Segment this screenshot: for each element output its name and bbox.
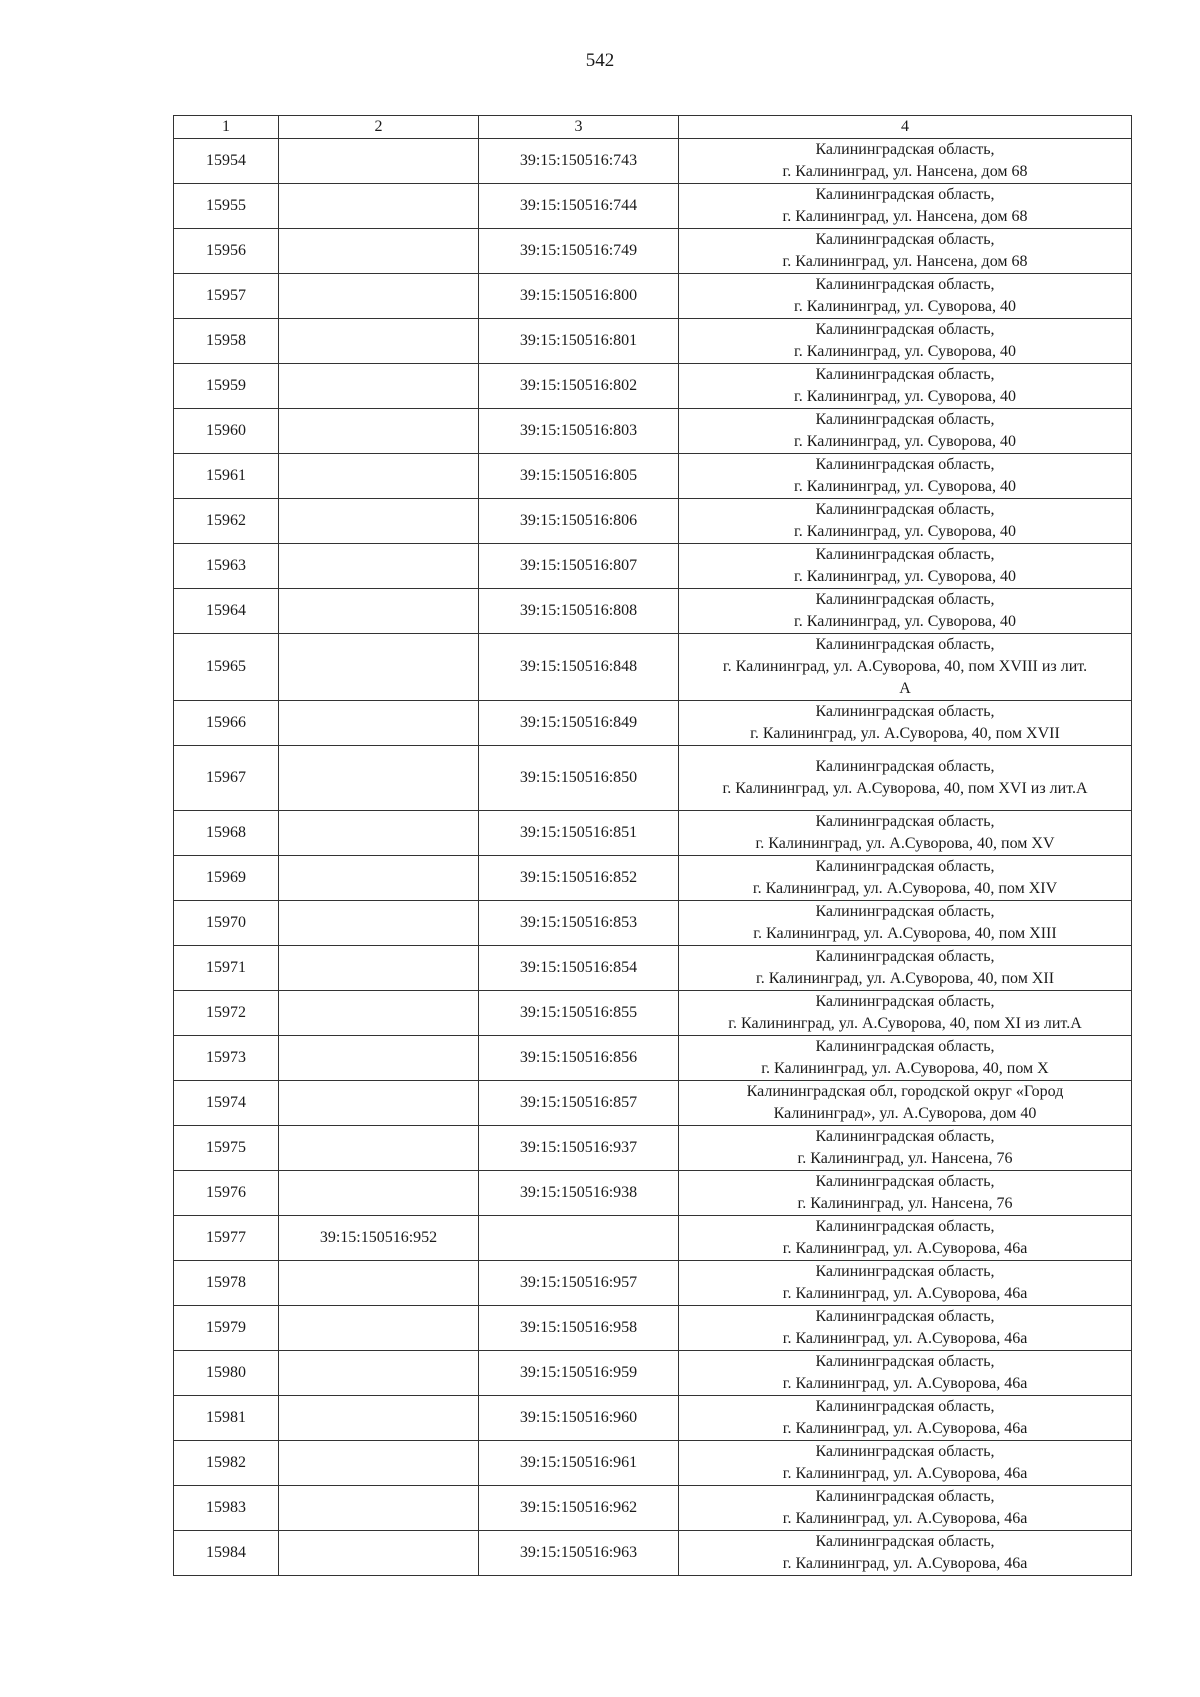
- row-number-cell: 15982: [174, 1441, 279, 1486]
- table-row: [174, 901, 1132, 946]
- table-row: [174, 139, 1132, 184]
- address-line: Калининградская область,: [815, 1263, 995, 1280]
- address-cell: [679, 1306, 1132, 1351]
- row-number-cell: 15964: [174, 589, 279, 634]
- row-number-cell: 15976: [174, 1171, 279, 1216]
- table-row: [174, 1126, 1132, 1171]
- address-line: г. Калининград, ул. Суворова, 40: [794, 478, 1016, 495]
- column-2-cell: [279, 991, 479, 1036]
- column-2-cell: [279, 634, 479, 701]
- cadastral-number-cell: 39:15:150516:848: [479, 634, 679, 701]
- column-2-cell: [279, 1036, 479, 1081]
- cadastral-number-cell: 39:15:150516:852: [479, 856, 679, 901]
- address-line: г. Калининград, ул. А.Суворова, 46а: [782, 1240, 1028, 1257]
- address-line: г. Калининград, ул. Суворова, 40: [794, 433, 1016, 450]
- column-2-cell: [279, 409, 479, 454]
- cadastral-number-cell: 39:15:150516:808: [479, 589, 679, 634]
- column-number-2: 2: [279, 116, 479, 139]
- table-row: [174, 589, 1132, 634]
- column-2-cell: [279, 229, 479, 274]
- column-2-cell: [279, 274, 479, 319]
- address-line: Калининградская область,: [815, 636, 995, 653]
- cadastral-number-cell: 39:15:150516:960: [479, 1396, 679, 1441]
- address-cell: [679, 1126, 1132, 1171]
- address-line: г. Калининград, ул. А.Суворова, 40, пом XIV: [752, 880, 1058, 897]
- address-line: г. Калининград, ул. А.Суворова, 46а: [782, 1510, 1028, 1527]
- column-2-cell: [279, 1261, 479, 1306]
- address-cell: [679, 1351, 1132, 1396]
- address-line: Калининградская область,: [815, 1533, 995, 1550]
- address-cell: [679, 901, 1132, 946]
- address-line: Калининградская область,: [815, 948, 995, 965]
- address-line: Калининградская область,: [815, 703, 995, 720]
- table-row: [174, 1306, 1132, 1351]
- address-cell: [679, 701, 1132, 746]
- cadastral-number-cell: 39:15:150516:938: [479, 1171, 679, 1216]
- address-line: Калининградская область,: [815, 758, 995, 775]
- address-line: г. Калининград, ул. А.Суворова, 46а: [782, 1420, 1028, 1437]
- cadastral-number-cell: 39:15:150516:802: [479, 364, 679, 409]
- table-row: [174, 1216, 1132, 1261]
- address-line: Калининградская область,: [815, 366, 995, 383]
- table-row: [174, 856, 1132, 901]
- table-row: [174, 229, 1132, 274]
- row-number-cell: 15971: [174, 946, 279, 991]
- column-2-cell: [279, 544, 479, 589]
- address-cell: [679, 1036, 1132, 1081]
- column-2-cell: [279, 1531, 479, 1576]
- row-number-cell: 15978: [174, 1261, 279, 1306]
- cadastral-number-cell: 39:15:150516:743: [479, 139, 679, 184]
- register-table-body: [174, 116, 1132, 1576]
- cadastral-number-cell: 39:15:150516:749: [479, 229, 679, 274]
- row-number-cell: 15973: [174, 1036, 279, 1081]
- address-line: Калининградская область,: [815, 141, 995, 158]
- row-number-cell: 15958: [174, 319, 279, 364]
- row-number-cell: 15956: [174, 229, 279, 274]
- table-row: [174, 1171, 1132, 1216]
- address-line: Калининградская область,: [815, 321, 995, 338]
- row-number-cell: 15983: [174, 1486, 279, 1531]
- table-row: [174, 1036, 1132, 1081]
- row-number-cell: 15977: [174, 1216, 279, 1261]
- table-row: [174, 1351, 1132, 1396]
- address-cell: [679, 319, 1132, 364]
- address-line: г. Калининград, ул. А.Суворова, 46а: [782, 1330, 1028, 1347]
- cadastral-number-cell: 39:15:150516:800: [479, 274, 679, 319]
- address-line: г. Калининград, ул. А.Суворова, 40, пом XV: [755, 835, 1055, 852]
- page-number: 542: [585, 50, 615, 71]
- address-cell: [679, 1081, 1132, 1126]
- row-number-cell: 15959: [174, 364, 279, 409]
- table-row: [174, 1441, 1132, 1486]
- address-line: Калининградская область,: [815, 1443, 995, 1460]
- address-line: г. Калининград, ул. А.Суворова, 46а: [782, 1555, 1028, 1572]
- column-2-cell: [279, 1486, 479, 1531]
- address-line: г. Калининград, ул. А.Суворова, 40, пом XI из лит.А: [728, 1015, 1082, 1032]
- address-line: Калининградская область,: [815, 903, 995, 920]
- table-row: [174, 319, 1132, 364]
- row-number-cell: 15965: [174, 634, 279, 701]
- table-row: [174, 364, 1132, 409]
- address-line: г. Калининград, ул. А.Суворова, 46а: [782, 1465, 1028, 1482]
- column-2-cell: [279, 499, 479, 544]
- address-cell: [679, 274, 1132, 319]
- address-line: г. Калининград, ул. Нансена, 76: [797, 1150, 1013, 1167]
- address-line: Калининградская область,: [815, 858, 995, 875]
- column-2-cell: [279, 589, 479, 634]
- table-row: [174, 499, 1132, 544]
- address-cell: [679, 1486, 1132, 1531]
- cadastral-number-cell: 39:15:150516:857: [479, 1081, 679, 1126]
- column-2-cell: [279, 856, 479, 901]
- table-row: [174, 991, 1132, 1036]
- cadastral-number-cell: 39:15:150516:849: [479, 701, 679, 746]
- table-row: [174, 1081, 1132, 1126]
- row-number-cell: 15967: [174, 746, 279, 811]
- row-number-cell: 15980: [174, 1351, 279, 1396]
- row-number-cell: 15963: [174, 544, 279, 589]
- row-number-cell: 15955: [174, 184, 279, 229]
- column-2-cell: [279, 454, 479, 499]
- row-number-cell: 15962: [174, 499, 279, 544]
- cadastral-number-cell: 39:15:150516:850: [479, 746, 679, 811]
- address-line: г. Калининград, ул. А.Суворова, 40, пом XIII: [753, 925, 1057, 942]
- address-cell: [679, 544, 1132, 589]
- address-line: г. Калининград, ул. А.Суворова, 46а: [782, 1375, 1028, 1392]
- row-number-cell: 15975: [174, 1126, 279, 1171]
- address-cell: [679, 1216, 1132, 1261]
- cadastral-number-cell: 39:15:150516:961: [479, 1441, 679, 1486]
- address-cell: [679, 1531, 1132, 1576]
- column-2-cell: [279, 1126, 479, 1171]
- address-line: Калининградская область,: [815, 591, 995, 608]
- row-number-cell: 15969: [174, 856, 279, 901]
- address-cell: [679, 364, 1132, 409]
- address-line: А: [899, 680, 911, 697]
- table-row: [174, 811, 1132, 856]
- table-row: [174, 634, 1132, 701]
- address-cell: [679, 499, 1132, 544]
- address-line: г. Калининград, ул. Суворова, 40: [794, 523, 1016, 540]
- column-2-cell: [279, 746, 479, 811]
- column-2-cell: [279, 1306, 479, 1351]
- address-cell: [679, 746, 1132, 811]
- column-2-cell: [279, 946, 479, 991]
- column-number-3: 3: [479, 116, 679, 139]
- cadastral-number-cell: 39:15:150516:803: [479, 409, 679, 454]
- column-2-cell: [279, 1441, 479, 1486]
- address-line: г. Калининград, ул. Суворова, 40: [794, 613, 1016, 630]
- address-line: г. Калининград, ул. А.Суворова, 40, пом XVII: [750, 725, 1060, 742]
- address-line: г. Калининград, ул. Нансена, дом 68: [782, 208, 1028, 225]
- address-line: Калининградская область,: [815, 231, 995, 248]
- address-line: Калининградская область,: [815, 1128, 995, 1145]
- address-line: Калининградская область,: [815, 1218, 995, 1235]
- address-line: Калининградская обл, городской округ «Город: [746, 1083, 1064, 1100]
- cadastral-number-cell: 39:15:150516:855: [479, 991, 679, 1036]
- address-line: г. Калининград, ул. Нансена, 76: [797, 1195, 1013, 1212]
- row-number-cell: 15970: [174, 901, 279, 946]
- address-line: г. Калининград, ул. Суворова, 40: [794, 298, 1016, 315]
- address-line: г. Калининград, ул. Суворова, 40: [794, 388, 1016, 405]
- cadastral-number-cell: 39:15:150516:851: [479, 811, 679, 856]
- column-2-cell: [279, 139, 479, 184]
- column-number-4: 4: [679, 116, 1132, 139]
- cadastral-number-cell: 39:15:150516:806: [479, 499, 679, 544]
- address-line: г. Калининград, ул. А.Суворова, 40, пом XVIII из лит.: [722, 658, 1088, 675]
- column-number-row: [174, 116, 1132, 139]
- cadastral-number-cell: 39:15:150516:959: [479, 1351, 679, 1396]
- address-line: г. Калининград, ул. А.Суворова, 40, пом XVI из лит.А: [722, 780, 1088, 797]
- table-row: [174, 184, 1132, 229]
- address-line: г. Калининград, ул. Нансена, дом 68: [782, 163, 1028, 180]
- address-line: Калининградская область,: [815, 186, 995, 203]
- cadastral-number-cell: 39:15:150516:963: [479, 1531, 679, 1576]
- address-line: Калининградская область,: [815, 993, 995, 1010]
- column-2-cell: [279, 1171, 479, 1216]
- cadastral-number-cell: [479, 1216, 679, 1261]
- table-row: [174, 946, 1132, 991]
- address-line: Калининградская область,: [815, 1038, 995, 1055]
- address-line: г. Калининград, ул. А.Суворова, 40, пом XII: [755, 970, 1055, 987]
- address-line: Калининградская область,: [815, 456, 995, 473]
- address-cell: [679, 634, 1132, 701]
- row-number-cell: 15961: [174, 454, 279, 499]
- cadastral-number-cell: 39:15:150516:854: [479, 946, 679, 991]
- address-cell: [679, 229, 1132, 274]
- table-row: [174, 274, 1132, 319]
- column-2-cell: [279, 184, 479, 229]
- row-number-cell: 15954: [174, 139, 279, 184]
- address-line: Калининградская область,: [815, 411, 995, 428]
- address-line: г. Калининград, ул. Суворова, 40: [794, 343, 1016, 360]
- cadastral-number-cell: 39:15:150516:807: [479, 544, 679, 589]
- register-table: [173, 115, 1132, 1576]
- address-line: г. Калининград, ул. Суворова, 40: [794, 568, 1016, 585]
- column-2-cell: [279, 1351, 479, 1396]
- cadastral-number-cell: 39:15:150516:805: [479, 454, 679, 499]
- cadastral-number-cell: 39:15:150516:962: [479, 1486, 679, 1531]
- address-line: Калининград», ул. А.Суворова, дом 40: [773, 1105, 1037, 1122]
- row-number-cell: 15972: [174, 991, 279, 1036]
- address-line: Калининградская область,: [815, 813, 995, 830]
- address-line: Калининградская область,: [815, 1353, 995, 1370]
- column-2-cell: [279, 1081, 479, 1126]
- address-line: Калининградская область,: [815, 276, 995, 293]
- row-number-cell: 15957: [174, 274, 279, 319]
- column-2-cell: [279, 701, 479, 746]
- column-number-1: 1: [174, 116, 279, 139]
- cadastral-number-cell: 39:15:150516:957: [479, 1261, 679, 1306]
- row-number-cell: 15974: [174, 1081, 279, 1126]
- table-row: [174, 1486, 1132, 1531]
- cadastral-number-cell: 39:15:150516:744: [479, 184, 679, 229]
- column-2-cell: [279, 811, 479, 856]
- address-cell: [679, 811, 1132, 856]
- address-cell: [679, 946, 1132, 991]
- address-line: Калининградская область,: [815, 1308, 995, 1325]
- table-row: [174, 409, 1132, 454]
- address-line: Калининградская область,: [815, 1173, 995, 1190]
- address-cell: [679, 991, 1132, 1036]
- address-line: Калининградская область,: [815, 501, 995, 518]
- table-row: [174, 746, 1132, 811]
- row-number-cell: 15966: [174, 701, 279, 746]
- address-cell: [679, 589, 1132, 634]
- address-cell: [679, 184, 1132, 229]
- address-cell: [679, 1171, 1132, 1216]
- table-row: [174, 1531, 1132, 1576]
- table-row: [174, 544, 1132, 589]
- cadastral-number-cell: 39:15:150516:801: [479, 319, 679, 364]
- table-row: [174, 454, 1132, 499]
- column-2-cell: [279, 364, 479, 409]
- address-line: Калининградская область,: [815, 1398, 995, 1415]
- table-row: [174, 1261, 1132, 1306]
- address-line: г. Калининград, ул. Нансена, дом 68: [782, 253, 1028, 270]
- cadastral-number-cell: 39:15:150516:853: [479, 901, 679, 946]
- address-cell: [679, 454, 1132, 499]
- row-number-cell: 15981: [174, 1396, 279, 1441]
- table-row: [174, 701, 1132, 746]
- column-2-cell: [279, 1396, 479, 1441]
- address-line: г. Калининград, ул. А.Суворова, 40, пом X: [761, 1060, 1049, 1077]
- address-cell: [679, 1441, 1132, 1486]
- column-2-cell: [279, 901, 479, 946]
- row-number-cell: 15960: [174, 409, 279, 454]
- row-number-cell: 15979: [174, 1306, 279, 1351]
- column-2-cell: 39:15:150516:952: [279, 1216, 479, 1261]
- address-cell: [679, 856, 1132, 901]
- cadastral-number-cell: 39:15:150516:856: [479, 1036, 679, 1081]
- column-2-cell: [279, 319, 479, 364]
- row-number-cell: 15984: [174, 1531, 279, 1576]
- cadastral-number-cell: 39:15:150516:958: [479, 1306, 679, 1351]
- address-cell: [679, 1261, 1132, 1306]
- address-cell: [679, 1396, 1132, 1441]
- address-line: Калининградская область,: [815, 1488, 995, 1505]
- row-number-cell: 15968: [174, 811, 279, 856]
- table-row: [174, 1396, 1132, 1441]
- cadastral-number-cell: 39:15:150516:937: [479, 1126, 679, 1171]
- address-line: г. Калининград, ул. А.Суворова, 46а: [782, 1285, 1028, 1302]
- address-cell: [679, 139, 1132, 184]
- address-line: Калининградская область,: [815, 546, 995, 563]
- address-cell: [679, 409, 1132, 454]
